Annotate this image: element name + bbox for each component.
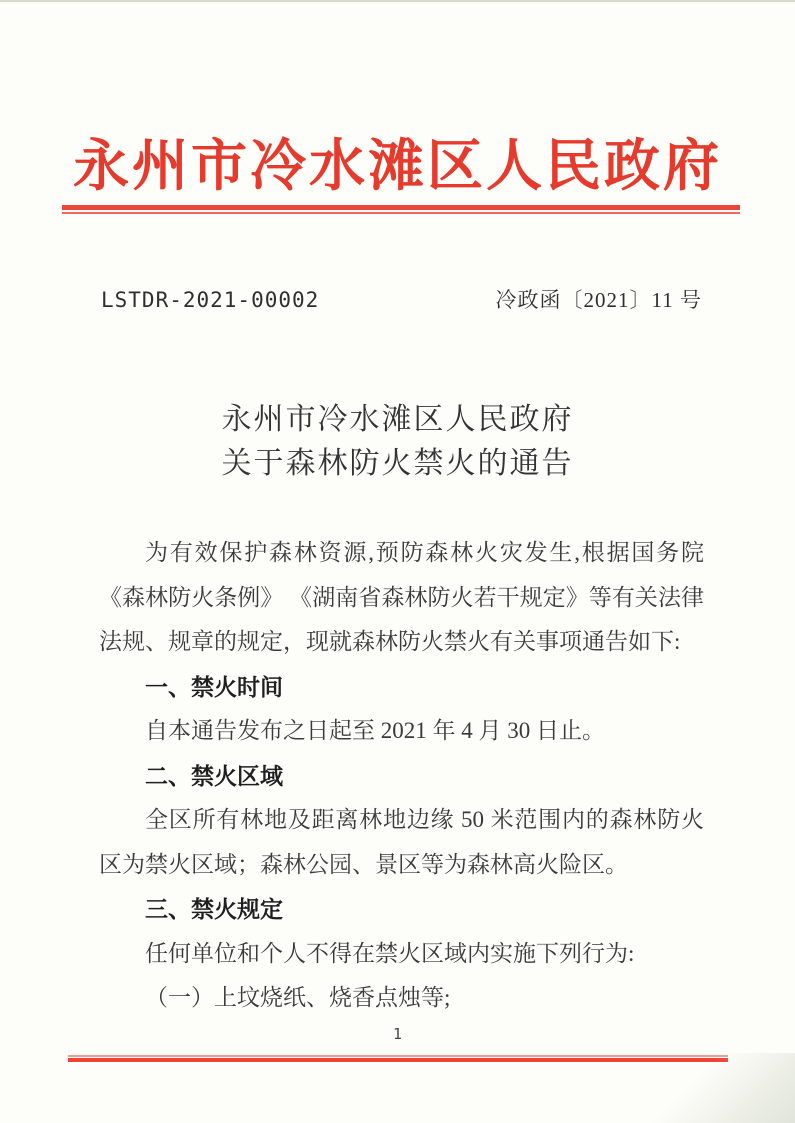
section-heading-2: 二、禁火区域 [145, 762, 283, 789]
document-title-line2: 关于森林防火禁火的通告 [221, 447, 574, 480]
page-number: 1 [392, 1025, 403, 1043]
agency-header-title: 永州市冷水滩区人民政府 [73, 136, 722, 198]
header-divider-thin-line [62, 212, 740, 214]
footer-divider-thick-line [68, 1058, 728, 1062]
scan-corner-shadow [645, 1053, 795, 1123]
document-title-line1: 永州市冷水滩区人民政府 [221, 403, 574, 436]
doc-reference-number: 冷政函〔2021〕11 号 [495, 288, 702, 312]
document-title [0, 398, 795, 486]
scan-top-edge [0, 0, 795, 2]
paragraph-item-1: （一）上坟烧纸、烧香点烛等; [145, 985, 451, 1010]
header-red-divider [62, 205, 740, 214]
paragraph-section-3: 任何单位和个人不得在禁火区域内实施下列行为: [145, 940, 635, 966]
doc-index-number: LSTDR-2021-00002 [101, 288, 320, 312]
paragraph-section-1: 自本通告发布之日起至 2021 年 4 月 30 日止。 [145, 718, 605, 743]
section-heading-3: 三、禁火规定 [145, 896, 283, 922]
document-body [99, 531, 704, 1021]
footer-red-divider [68, 1055, 728, 1062]
section-heading-1: 一、禁火时间 [145, 673, 283, 700]
document-meta-row [101, 284, 702, 314]
paragraph-section-2: 全区所有林地及距离林地边缘 50 米范围内的森林防火区为禁火区域；森林公园、景区等为森林高火险区。 [99, 807, 704, 877]
paragraph-intro: 为有效保护森林资源,预防森林火灾发生,根据国务院《森林防火条例》 《湖南省森林防火若干规定》等有关法律法规、规章的规定，现就森林防火禁火有关事项通告如下: [99, 540, 704, 654]
